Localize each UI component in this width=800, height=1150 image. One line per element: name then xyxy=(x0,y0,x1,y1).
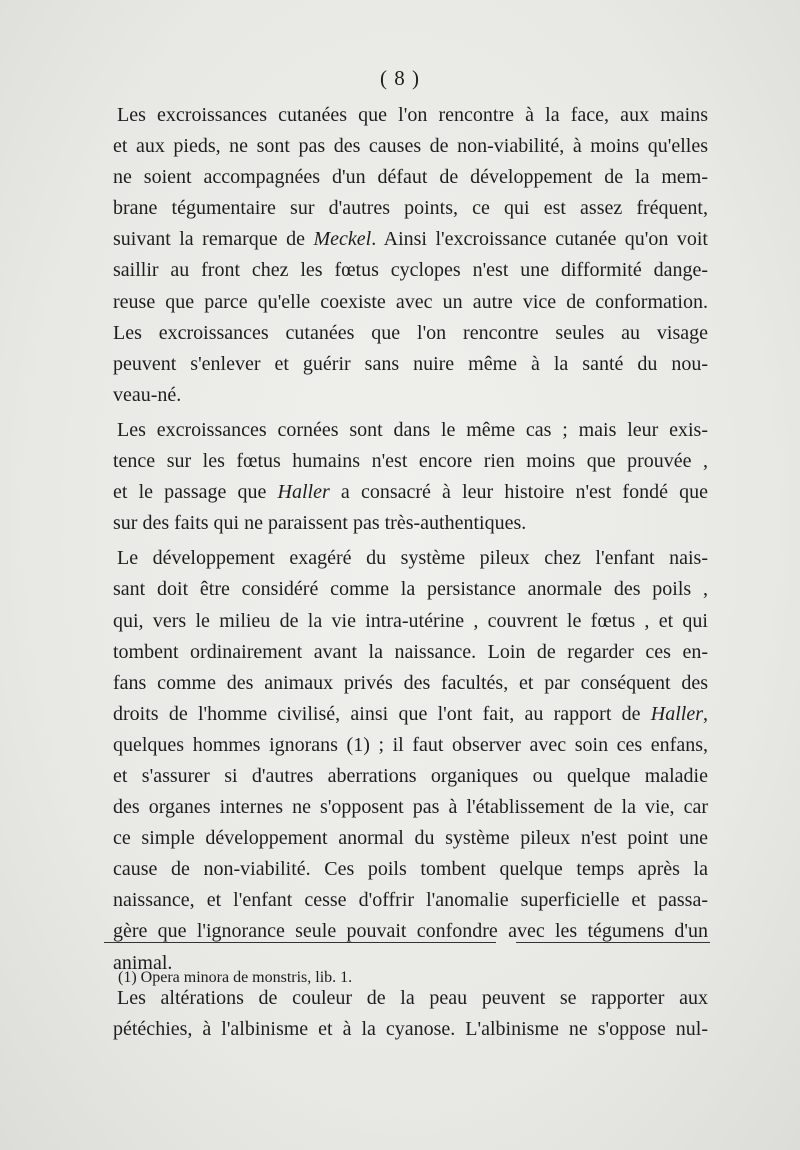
text-line: Les excroissances cutanées que l'on rencontre seules au visage xyxy=(113,321,708,344)
text-line: veau-né. xyxy=(113,383,182,406)
text-line: animal. xyxy=(113,951,173,974)
body-text xyxy=(113,100,708,1045)
text-line: suivant la remarque de Meckel. Ainsi l'excroissance cutanée qu'on voit xyxy=(113,228,708,251)
text-line: Les excroissances cutanées que l'on rencontre à la face, aux mains xyxy=(117,104,708,126)
paragraph-2 xyxy=(113,415,708,539)
text-line: tence sur les fœtus humains n'est encore rien moins que prouvée , xyxy=(113,450,708,473)
footnote-rule xyxy=(516,942,710,943)
text-line: et aux pieds, ne sont pas des causes de non-viabilité, à moins qu'elles xyxy=(113,135,708,158)
text-line: quelques hommes ignorans (1) ; il faut observer avec soin ces enfans, xyxy=(113,733,708,756)
paragraph-1 xyxy=(113,100,708,411)
text-line: et s'assurer si d'autres aberrations organiques ou quelque maladie xyxy=(113,764,708,787)
footnote: (1) Opera minora de monstris, lib. 1. xyxy=(118,969,353,986)
text-line: fans comme des animaux privés des facultés, et par conséquent des xyxy=(113,671,708,694)
text-line: Le développement exagéré du système pileux chez l'enfant nais- xyxy=(117,547,708,570)
text-line: brane tégumentaire sur d'autres points, ce qui est assez fréquent, xyxy=(113,197,708,220)
text-line: gère que l'ignorance seule pouvait confondre avec les tégumens d'un xyxy=(113,920,708,943)
text-line: droits de l'homme civilisé, ainsi que l'ont fait, au rapport de Haller, xyxy=(113,702,708,725)
text-line: tombent ordinairement avant la naissance. Loin de regarder ces en- xyxy=(113,640,708,663)
text-line: sur des faits qui ne paraissent pas très-authentiques. xyxy=(113,512,527,535)
text-line: reuse que parce qu'elle coexiste avec un autre vice de conformation. xyxy=(113,290,708,313)
text-line: ne soient accompagnées d'un défaut de développement de la mem- xyxy=(113,166,708,189)
paragraph-4 xyxy=(113,983,708,1045)
text-line: peuvent s'enlever et guérir sans nuire même à la santé du nou- xyxy=(113,352,708,375)
text-line: des organes internes ne s'opposent pas à l'établissement de la vie, car xyxy=(113,796,708,819)
page-number: ( 8 ) xyxy=(380,66,420,90)
text-line: Les excroissances cornées sont dans le même cas ; mais leur exis- xyxy=(117,418,708,441)
text-line: et le passage que Haller a consacré à leur histoire n'est fondé que xyxy=(113,481,708,504)
text-line: ce simple développement anormal du système pileux n'est point une xyxy=(113,827,708,850)
text-line: saillir au front chez les fœtus cyclopes n'est une difformité dange- xyxy=(113,259,708,282)
text-line: Les altérations de couleur de la peau peuvent se rapporter aux xyxy=(117,986,708,1009)
paragraph-3 xyxy=(113,543,708,978)
text-line: qui, vers le milieu de la vie intra-utérine , couvrent le fœtus , et qui xyxy=(113,609,708,632)
text-line: sant doit être considéré comme la persistance anormale des poils , xyxy=(113,578,708,601)
text-line: cause de non-viabilité. Ces poils tombent quelque temps après la xyxy=(113,858,708,881)
footnote-rule xyxy=(104,942,496,943)
text-line: pétéchies, à l'albinisme et à la cyanose. L'albinisme ne s'oppose nul- xyxy=(113,1017,708,1040)
text-line: naissance, et l'enfant cesse d'offrir l'anomalie superficielle et passa- xyxy=(113,889,708,912)
